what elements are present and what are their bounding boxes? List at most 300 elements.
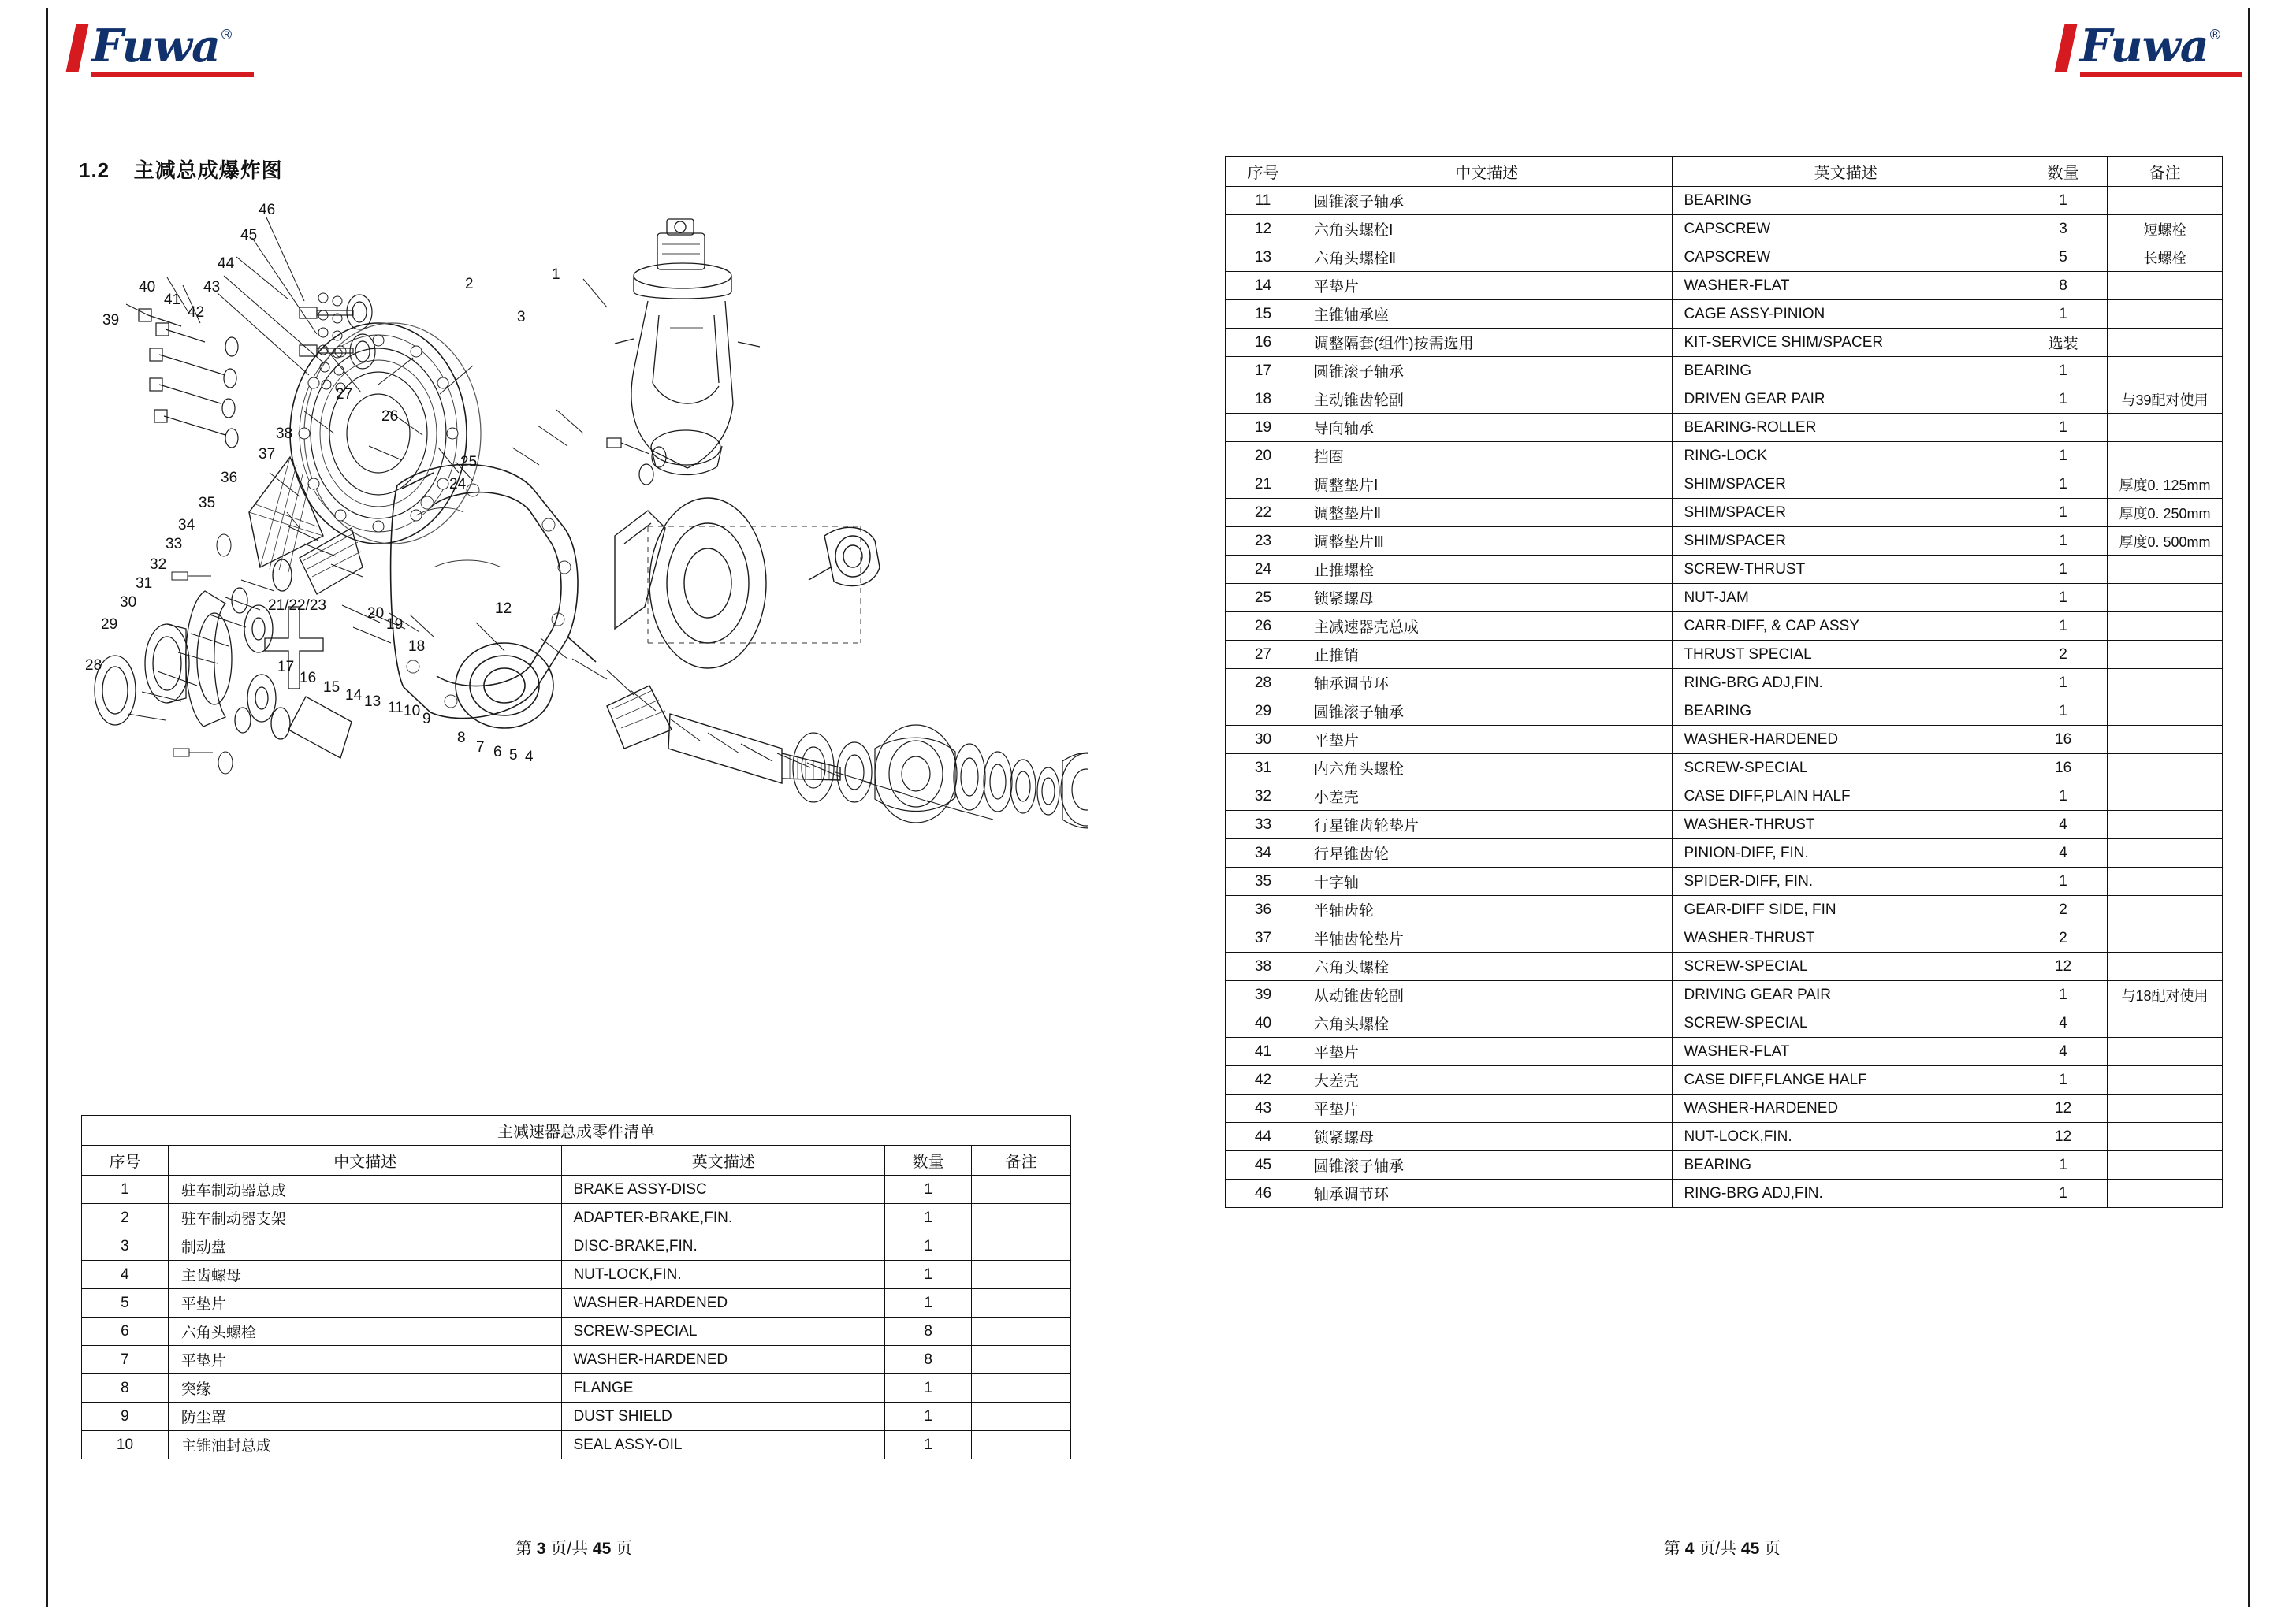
cell-remark [2108,669,2223,697]
logo-red-underline-icon [2080,72,2242,77]
cell-desc-en: BEARING [1673,357,2019,385]
cell-desc-cn: 平垫片 [168,1346,562,1374]
cell-index: 21 [1226,470,1301,499]
cell-qty: 16 [2019,726,2108,754]
page-right-rule [2248,8,2250,1607]
cell-index: 6 [82,1318,169,1346]
footer-suffix: 页 [1764,1540,1781,1558]
callout-33: 33 [166,536,183,552]
cell-desc-cn: 六角头螺栓 [1301,1009,1673,1038]
cell-index: 22 [1226,499,1301,527]
table-row [1226,499,2223,527]
callout-21-22-23: 21/22/23 [268,597,326,614]
callout-2: 2 [465,276,474,292]
cell-desc-cn: 驻车制动器支架 [168,1204,562,1232]
cell-qty: 1 [2019,470,2108,499]
cell-remark [2108,329,2223,357]
table-row [1226,1095,2223,1123]
callout-31: 31 [136,575,153,592]
cell-qty: 选装 [2019,329,2108,357]
cell-remark [972,1374,1071,1403]
cell-remark: 与18配对使用 [2108,981,2223,1009]
logo-wordmark: Fuwa [91,20,220,72]
cell-desc-en: PINION-DIFF, FIN. [1673,839,2019,868]
cell-remark [972,1204,1071,1232]
cell-remark [2108,1180,2223,1208]
col-header-desc-en: 英文描述 [1673,157,2019,187]
page-left-rule [46,8,48,1607]
callout-36: 36 [221,470,238,486]
callout-4: 4 [525,749,534,765]
footer-middle: 页/共 [550,1540,589,1558]
cell-desc-en: WASHER-HARDENED [562,1346,885,1374]
cell-qty: 8 [885,1318,972,1346]
fuwa-logo-right [2060,20,2220,72]
cell-desc-cn: 圆锥滚子轴承 [1301,697,1673,726]
cell-qty: 1 [2019,868,2108,896]
cell-desc-cn: 导向轴承 [1301,414,1673,442]
cell-index: 19 [1226,414,1301,442]
cell-remark: 与39配对使用 [2108,385,2223,414]
cell-qty: 1 [2019,527,2108,556]
table-row [1226,584,2223,612]
cell-remark [2108,754,2223,782]
footer-total-pages: 45 [1740,1540,1760,1558]
cell-remark [2108,726,2223,754]
callout-1: 1 [552,266,560,283]
callout-6: 6 [493,744,502,760]
cell-qty: 2 [2019,896,2108,924]
cell-desc-en: BRAKE ASSY-DISC [562,1176,885,1204]
footer-prefix: 第 [515,1540,532,1558]
left-parts-table [81,1115,1071,1459]
cell-index: 26 [1226,612,1301,641]
cell-index: 37 [1226,924,1301,953]
cell-remark [2108,357,2223,385]
table-row [1226,1151,2223,1180]
cell-qty: 1 [2019,612,2108,641]
cell-desc-en: SCREW-SPECIAL [1673,953,2019,981]
table-row [1226,1009,2223,1038]
table-row [1226,612,2223,641]
cell-index: 5 [82,1289,169,1318]
cell-desc-cn: 制动盘 [168,1232,562,1261]
cell-desc-en: WASHER-HARDENED [562,1289,885,1318]
table-row [1226,300,2223,329]
table-row [1226,839,2223,868]
cell-desc-en: SPIDER-DIFF, FIN. [1673,868,2019,896]
cell-index: 8 [82,1374,169,1403]
cell-index: 42 [1226,1066,1301,1095]
cell-desc-en: WASHER-THRUST [1673,811,2019,839]
table-row [1226,811,2223,839]
footer-suffix: 页 [616,1540,633,1558]
table-row [1226,782,2223,811]
cell-index: 43 [1226,1095,1301,1123]
cell-remark: 长螺栓 [2108,243,2223,272]
footer-page-number: 4 [1684,1540,1695,1558]
callout-42: 42 [188,304,205,321]
cell-qty: 1 [2019,1151,2108,1180]
cell-remark [2108,1123,2223,1151]
cell-desc-en: RING-LOCK [1673,442,2019,470]
table-row [82,1289,1071,1318]
cell-index: 16 [1226,329,1301,357]
col-header-qty: 数量 [2019,157,2108,187]
table-row [1226,414,2223,442]
cell-desc-en: THRUST SPECIAL [1673,641,2019,669]
cell-desc-cn: 六角头螺栓Ⅰ [1301,215,1673,243]
cell-qty: 1 [885,1403,972,1431]
table-caption: 主减速器总成零件清单 [82,1116,1071,1146]
table-row [1226,1038,2223,1066]
cell-qty: 1 [2019,1066,2108,1095]
cell-qty: 1 [885,1431,972,1459]
callout-8: 8 [457,730,466,746]
cell-qty: 12 [2019,1095,2108,1123]
cell-remark [2108,924,2223,953]
cell-desc-cn: 圆锥滚子轴承 [1301,187,1673,215]
table-row [1226,272,2223,300]
cell-index: 34 [1226,839,1301,868]
table-row [82,1176,1071,1204]
cell-index: 13 [1226,243,1301,272]
cell-desc-en: BEARING-ROLLER [1673,414,2019,442]
cell-desc-cn: 调整垫片Ⅱ [1301,499,1673,527]
right-parts-table [1225,156,2223,1208]
col-header-remark: 备注 [2108,157,2223,187]
cell-index: 4 [82,1261,169,1289]
cell-desc-en: DISC-BRAKE,FIN. [562,1232,885,1261]
logo-registered-mark: ® [221,27,233,43]
cell-desc-en: DUST SHIELD [562,1403,885,1431]
cell-remark [2108,1066,2223,1095]
table-row [1226,187,2223,215]
col-header-remark: 备注 [972,1146,1071,1176]
cell-qty: 1 [2019,669,2108,697]
cell-index: 31 [1226,754,1301,782]
cell-remark [2108,641,2223,669]
callout-20: 20 [367,605,385,622]
cell-qty: 2 [2019,641,2108,669]
cell-index: 12 [1226,215,1301,243]
cell-desc-cn: 内六角头螺栓 [1301,754,1673,782]
callout-3: 3 [517,309,526,325]
table-row [1226,215,2223,243]
cell-desc-en: DRIVING GEAR PAIR [1673,981,2019,1009]
cell-desc-en: BEARING [1673,187,2019,215]
callout-13: 13 [364,693,381,710]
cell-qty: 16 [2019,754,2108,782]
cell-index: 39 [1226,981,1301,1009]
cell-desc-cn: 平垫片 [1301,272,1673,300]
cell-desc-en: SHIM/SPACER [1673,499,2019,527]
col-header-qty: 数量 [885,1146,972,1176]
cell-remark [2108,584,2223,612]
cell-desc-cn: 圆锥滚子轴承 [1301,1151,1673,1180]
cell-desc-en: FLANGE [562,1374,885,1403]
callout-7: 7 [476,739,485,756]
cell-qty: 1 [885,1176,972,1204]
cell-qty: 5 [2019,243,2108,272]
table-row [82,1374,1071,1403]
cell-qty: 1 [2019,187,2108,215]
logo-red-underline-icon [91,72,254,77]
table-row [1226,527,2223,556]
cell-desc-en: SCREW-SPECIAL [1673,754,2019,782]
callout-38: 38 [276,426,293,442]
callout-39: 39 [102,312,120,329]
callout-45: 45 [240,227,258,243]
cell-index: 35 [1226,868,1301,896]
diagram-svg [63,197,1088,1080]
cell-qty: 12 [2019,1123,2108,1151]
callout-30: 30 [120,594,137,611]
cell-desc-cn: 调整隔套(组件)按需选用 [1301,329,1673,357]
cell-desc-cn: 主锥轴承座 [1301,300,1673,329]
logo-registered-mark: ® [2209,27,2220,43]
section-title-text: 主减总成爆炸图 [133,158,283,182]
footer-prefix: 第 [1663,1540,1680,1558]
cell-desc-cn: 止推销 [1301,641,1673,669]
cell-remark [2108,868,2223,896]
cell-remark [2108,839,2223,868]
callout-15: 15 [323,679,340,696]
cell-index: 29 [1226,697,1301,726]
cell-qty: 1 [2019,556,2108,584]
cell-qty: 1 [2019,414,2108,442]
cell-qty: 1 [885,1289,972,1318]
right-page [1148,0,2296,1613]
table-row [1226,697,2223,726]
cell-desc-cn: 突缘 [168,1374,562,1403]
cell-index: 23 [1226,527,1301,556]
cell-desc-en: NUT-LOCK,FIN. [1673,1123,2019,1151]
cell-remark [2108,556,2223,584]
table-row [82,1403,1071,1431]
callout-11: 11 [388,700,404,716]
table-row [1226,953,2223,981]
cell-remark: 厚度0. 500mm [2108,527,2223,556]
section-number: 1.2 [79,158,110,182]
cell-index: 1 [82,1176,169,1204]
cell-index: 40 [1226,1009,1301,1038]
cell-qty: 4 [2019,1009,2108,1038]
cell-desc-cn: 挡圈 [1301,442,1673,470]
table-row [1226,1123,2223,1151]
callout-26: 26 [381,408,399,425]
cell-desc-en: NUT-LOCK,FIN. [562,1261,885,1289]
cell-desc-cn: 主齿螺母 [168,1261,562,1289]
left-page-footer [0,1536,1148,1559]
table-row [1226,924,2223,953]
cell-qty: 4 [2019,1038,2108,1066]
logo-red-bar-icon [65,24,88,72]
callout-29: 29 [101,616,118,633]
cell-qty: 3 [2019,215,2108,243]
cell-desc-cn: 圆锥滚子轴承 [1301,357,1673,385]
cell-qty: 1 [2019,981,2108,1009]
cell-remark [2108,782,2223,811]
cell-qty: 1 [2019,385,2108,414]
fuwa-logo-left [71,20,233,72]
cell-remark [2108,414,2223,442]
cell-qty: 1 [2019,697,2108,726]
cell-remark [2108,1095,2223,1123]
cell-index: 14 [1226,272,1301,300]
table-row [1226,243,2223,272]
cell-qty: 8 [2019,272,2108,300]
cell-desc-en: SEAL ASSY-OIL [562,1431,885,1459]
cell-desc-en: SCREW-SPECIAL [1673,1009,2019,1038]
callout-35: 35 [199,495,216,511]
callout-46: 46 [259,202,276,218]
cell-remark [2108,187,2223,215]
cell-desc-cn: 轴承调节环 [1301,1180,1673,1208]
callout-34: 34 [178,517,195,533]
cell-index: 45 [1226,1151,1301,1180]
table-row [1226,981,2223,1009]
exploded-assembly-diagram [63,197,1088,1080]
table-row [82,1346,1071,1374]
cell-index: 41 [1226,1038,1301,1066]
cell-desc-cn: 轴承调节环 [1301,669,1673,697]
col-header-index: 序号 [1226,157,1301,187]
cell-desc-cn: 调整垫片Ⅰ [1301,470,1673,499]
cell-desc-cn: 主减速器壳总成 [1301,612,1673,641]
cell-remark [972,1176,1071,1204]
table-row [82,1261,1071,1289]
table-row [1226,470,2223,499]
callout-16: 16 [300,670,317,686]
cell-remark [2108,953,2223,981]
callout-14: 14 [345,687,363,704]
callout-41: 41 [164,292,181,308]
callout-19: 19 [386,616,404,633]
callout-18: 18 [408,638,426,655]
callout-12: 12 [495,600,512,617]
cell-remark [2108,300,2223,329]
cell-desc-cn: 六角头螺栓Ⅱ [1301,243,1673,272]
cell-desc-cn: 半轴齿轮垫片 [1301,924,1673,953]
table-row [1226,556,2223,584]
cell-index: 46 [1226,1180,1301,1208]
logo-wordmark: Fuwa [2079,20,2209,72]
cell-desc-en: WASHER-FLAT [1673,272,2019,300]
cell-qty: 1 [2019,300,2108,329]
col-header-desc-en: 英文描述 [562,1146,885,1176]
cell-remark [972,1318,1071,1346]
cell-desc-en: GEAR-DIFF SIDE, FIN [1673,896,2019,924]
cell-desc-cn: 锁紧螺母 [1301,1123,1673,1151]
table-row [82,1204,1071,1232]
cell-desc-en: SHIM/SPACER [1673,527,2019,556]
cell-index: 20 [1226,442,1301,470]
cell-index: 36 [1226,896,1301,924]
callout-25: 25 [460,454,478,470]
table-row [1226,385,2223,414]
cell-qty: 4 [2019,811,2108,839]
callout-43: 43 [203,279,221,295]
table-row [1226,641,2223,669]
right-parts-table-wrap [1225,156,2223,1208]
cell-index: 44 [1226,1123,1301,1151]
table-row [1226,1180,2223,1208]
cell-desc-cn: 小差壳 [1301,782,1673,811]
cell-desc-en: CARR-DIFF, & CAP ASSY [1673,612,2019,641]
cell-desc-en: ADAPTER-BRAKE,FIN. [562,1204,885,1232]
cell-qty: 8 [885,1346,972,1374]
callout-27: 27 [336,386,353,403]
callout-40: 40 [139,279,156,295]
logo-red-bar-icon [2054,24,2077,72]
cell-desc-en: CAGE ASSY-PINION [1673,300,2019,329]
cell-index: 25 [1226,584,1301,612]
cell-desc-cn: 锁紧螺母 [1301,584,1673,612]
cell-desc-en: BEARING [1673,1151,2019,1180]
cell-index: 9 [82,1403,169,1431]
cell-desc-cn: 行星锥齿轮 [1301,839,1673,868]
cell-remark [972,1346,1071,1374]
col-header-desc-cn: 中文描述 [168,1146,562,1176]
table-header-row [82,1146,1071,1176]
cell-desc-cn: 行星锥齿轮垫片 [1301,811,1673,839]
cell-desc-cn: 驻车制动器总成 [168,1176,562,1204]
callout-28: 28 [85,657,102,674]
cell-desc-en: SHIM/SPACER [1673,470,2019,499]
table-row [1226,896,2223,924]
table-row [1226,726,2223,754]
cell-index: 11 [1226,187,1301,215]
cell-qty: 1 [2019,1180,2108,1208]
table-row [82,1318,1071,1346]
cell-remark: 短螺栓 [2108,215,2223,243]
cell-remark [972,1403,1071,1431]
cell-remark [2108,697,2223,726]
cell-desc-en: WASHER-HARDENED [1673,1095,2019,1123]
cell-index: 18 [1226,385,1301,414]
cell-desc-en: WASHER-HARDENED [1673,726,2019,754]
cell-desc-cn: 止推螺栓 [1301,556,1673,584]
cell-qty: 12 [2019,953,2108,981]
cell-index: 32 [1226,782,1301,811]
cell-qty: 1 [2019,442,2108,470]
cell-index: 15 [1226,300,1301,329]
cell-qty: 1 [2019,357,2108,385]
cell-desc-en: WASHER-THRUST [1673,924,2019,953]
cell-desc-en: RING-BRG ADJ,FIN. [1673,669,2019,697]
cell-index: 2 [82,1204,169,1232]
cell-index: 33 [1226,811,1301,839]
table-caption-row [82,1116,1071,1146]
table-row [82,1232,1071,1261]
cell-desc-cn: 从动锥齿轮副 [1301,981,1673,1009]
callout-37: 37 [259,446,276,463]
table-header-row [1226,157,2223,187]
callout-17: 17 [277,659,295,675]
cell-remark [972,1431,1071,1459]
cell-desc-en: CAPSCREW [1673,243,2019,272]
cell-remark [2108,1151,2223,1180]
table-row [1226,754,2223,782]
callout-5: 5 [509,747,518,764]
cell-remark [2108,442,2223,470]
cell-index: 7 [82,1346,169,1374]
callout-10: 10 [404,703,421,719]
cell-qty: 1 [2019,782,2108,811]
table-row [1226,1066,2223,1095]
cell-desc-cn: 调整垫片Ⅲ [1301,527,1673,556]
